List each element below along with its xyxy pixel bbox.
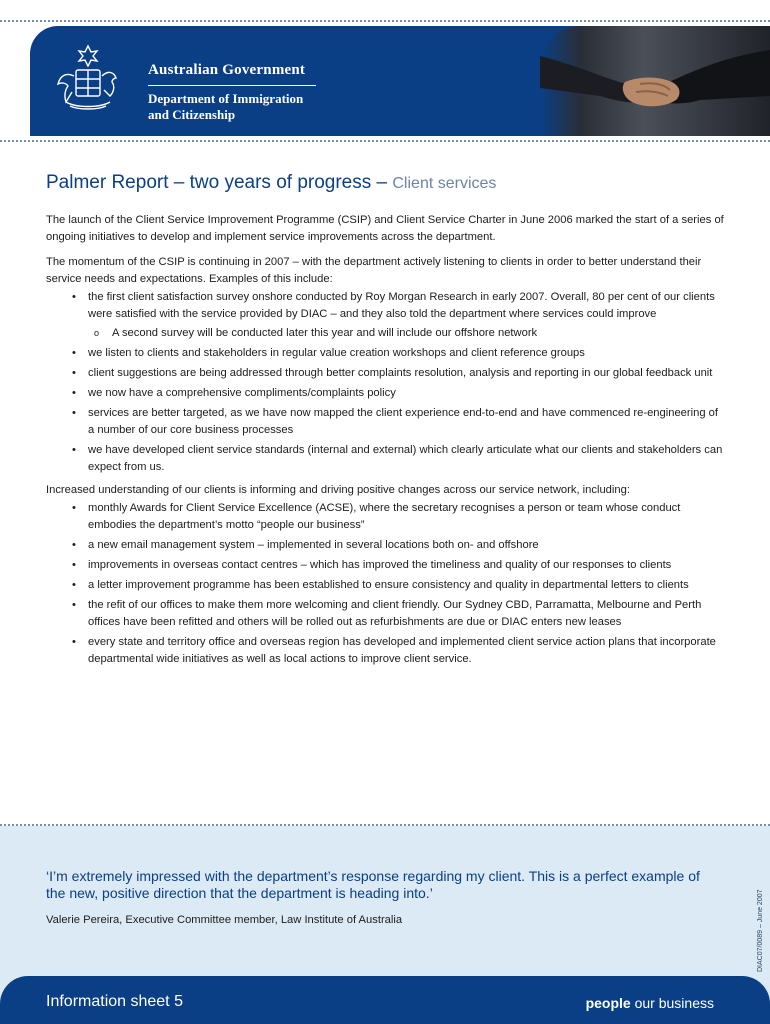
info-sheet-label: Information sheet 5 xyxy=(46,993,183,1010)
list-item: • a new email management system – implemented in several locations both on- and offshore xyxy=(88,537,726,554)
motto-wordmark xyxy=(586,995,714,1011)
handshake-illustration xyxy=(540,26,770,136)
list-item: • we listen to clients and stakeholders in regular value creation workshops and client reference groups xyxy=(88,345,726,362)
list-item: • we have developed client service standards (internal and external) which clearly articulate what our clients and stakeholders can expect from us. xyxy=(88,442,726,476)
sub-list xyxy=(88,325,726,342)
gov-title: Australian Government xyxy=(148,62,306,78)
testimonial-quote: ‘I’m extremely impressed with the department’s response regarding my client. This is a perfect example of the new, positive direction that the department is heading into.’ xyxy=(46,868,700,901)
list-item-text: the first client satisfaction survey onshore conducted by Roy Morgan Research in early 2007. Overall, 80 per cent of our clients were satisfied with the service provided by DIAC – and they also told the department where services could improve xyxy=(88,291,715,320)
changes-list xyxy=(46,500,726,668)
understanding-paragraph: Increased understanding of our clients is informing and driving positive changes across our service network, including: xyxy=(46,484,630,496)
coat-of-arms-icon xyxy=(52,42,124,118)
list-item: • services are better targeted, as we have now mapped the client experience end-to-end and have commenced re-engineering of a number of our core business processes xyxy=(88,405,726,439)
title-subtitle: Client services xyxy=(392,175,497,192)
momentum-paragraph: The momentum of the CSIP is continuing in 2007 – with the department actively listening to clients in order to better understand their service needs and expectations. Examples of this include: xyxy=(46,256,702,285)
list-item: • the refit of our offices to make them more welcoming and client friendly. Our Sydney CBD, Parramatta, Melbourne and Perth offices have been refitted and others will be rolled out as refurbishments are due or DIAC enters new leases xyxy=(88,597,726,631)
body-content xyxy=(46,212,726,674)
dept-line-1: Department of Immigration xyxy=(148,91,304,106)
list-item: • monthly Awards for Client Service Excellence (ACSE), where the secretary recognises a person or team whose conduct embodies the department’s motto “people our business” xyxy=(88,500,726,534)
motto-rest: our business xyxy=(630,995,714,1011)
dept-line-2: and Citizenship xyxy=(148,107,236,122)
testimonial-attribution: Valerie Pereira, Executive Committee member, Law Institute of Australia xyxy=(46,914,403,926)
header-banner xyxy=(30,26,770,136)
handshake-photo xyxy=(540,26,770,136)
list-item: • client suggestions are being addressed through better complaints resolution, analysis and reporting in our global feedback unit xyxy=(88,365,726,382)
government-wordmark xyxy=(148,62,316,123)
list-item: • a letter improvement programme has been established to ensure consistency and quality in departmental letters to clients xyxy=(88,577,726,594)
header-bottom-dotted-rule xyxy=(0,140,770,142)
examples-list xyxy=(46,289,726,476)
list-item: • we now have a comprehensive compliments/complaints policy xyxy=(88,385,726,402)
motto-bold: people xyxy=(585,995,631,1011)
page-title xyxy=(46,172,496,194)
top-dotted-rule xyxy=(0,20,770,22)
list-item: • improvements in overseas contact centres – which has improved the timeliness and quality of our responses to clients xyxy=(88,557,726,574)
wordmark-divider xyxy=(148,85,316,86)
title-main: Palmer Report – two years of progress – xyxy=(46,172,393,193)
sub-list-item: o A second survey will be conducted later this year and will include our offshore network xyxy=(112,325,726,342)
intro-paragraph: The launch of the Client Service Improvement Programme (CSIP) and Client Service Charter in June 2006 marked the start of a series of ongoing initiatives to develop and implement service improvements across the department. xyxy=(46,214,724,243)
list-item xyxy=(88,289,726,342)
document-code: DIAC07/0089 – June 2007 xyxy=(757,889,764,972)
list-item: • every state and territory office and overseas region has developed and implemented client service action plans that incorporate departmental wide initiatives as well as local actions to improve client service. xyxy=(88,634,726,668)
